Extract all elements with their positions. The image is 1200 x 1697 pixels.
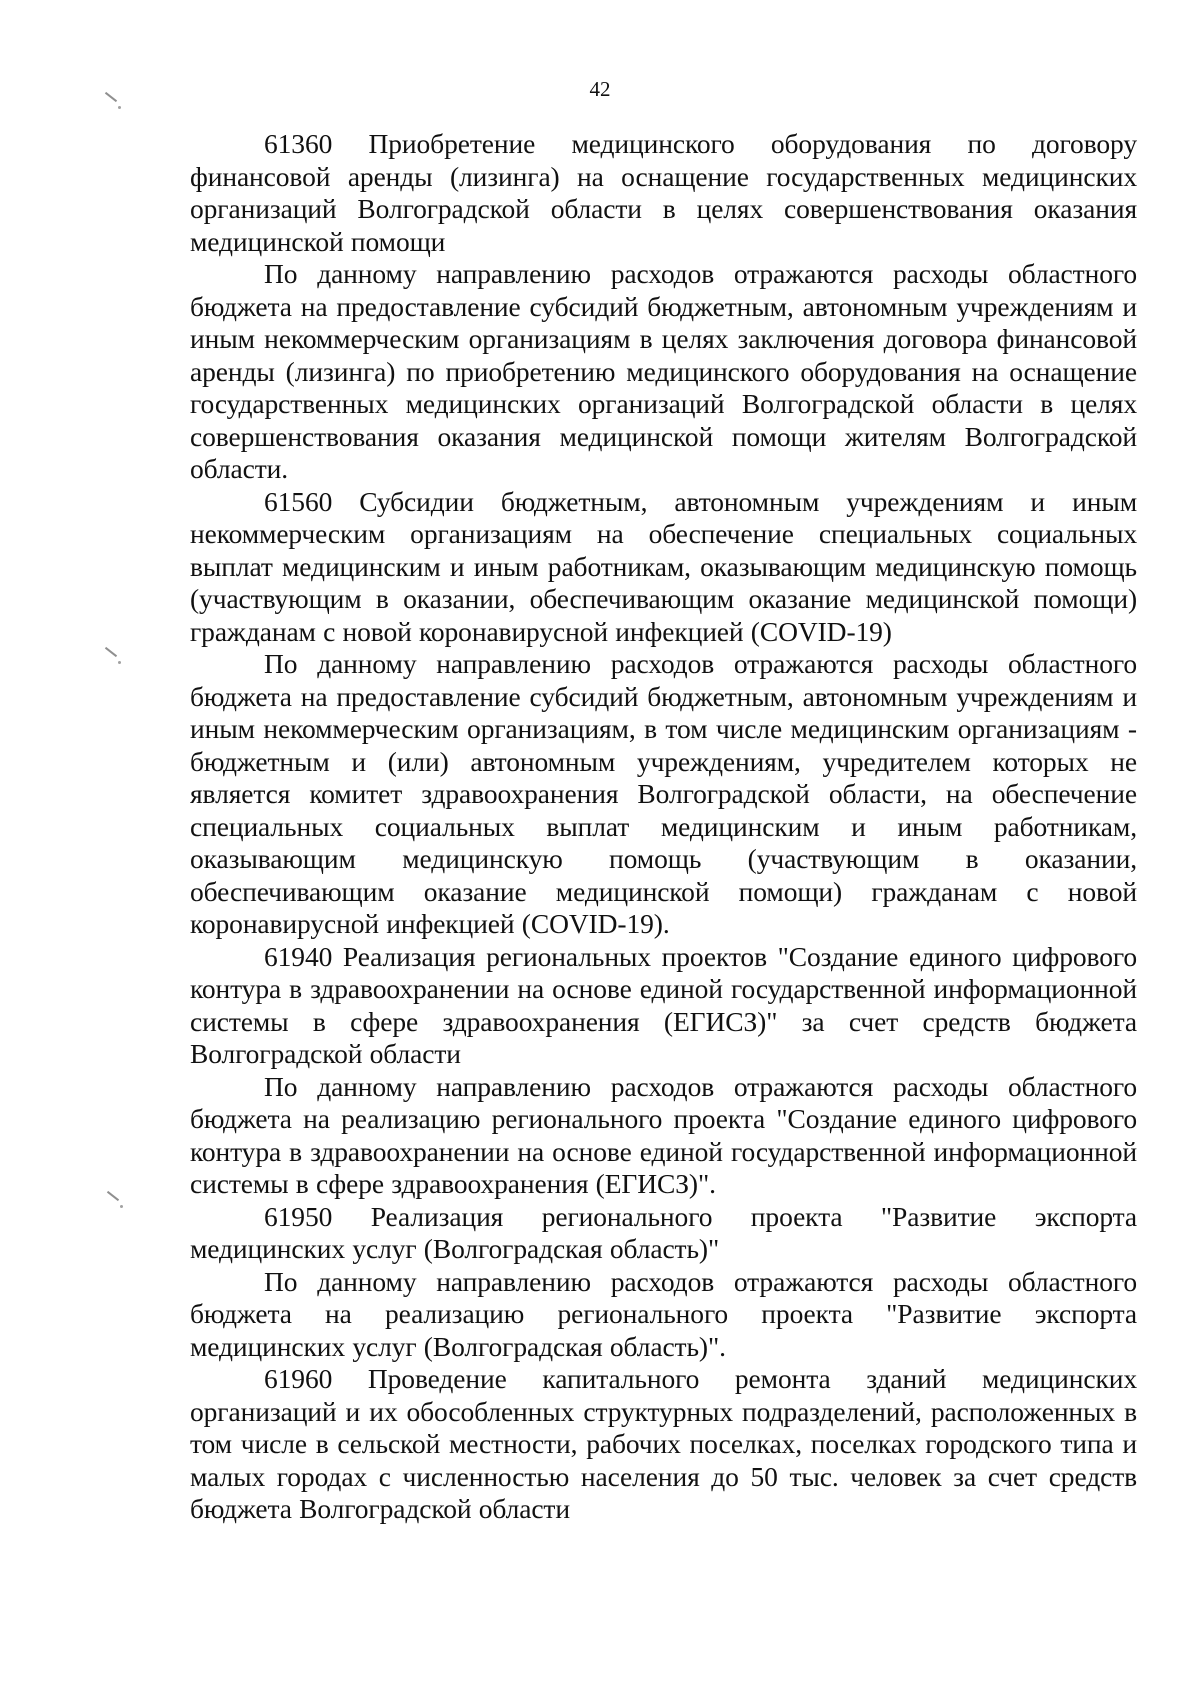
- paragraph-61960-title: 61960 Проведение капитального ремонта зданий медицинских организаций и их обособленных структурных подразделений, расположенных в том числе в сельской местности, рабочих поселках, поселках городского типа и малых городах с численностью населения до 50 тыс. человек за счет средств бюджета Волгоградской области: [190, 1363, 1137, 1524]
- document-body: [190, 128, 1137, 1526]
- paragraph-61360-description: По данному направлению расходов отражаются расходы областного бюджета на предоставление субсидий бюджетным, автономным учреждениям и иным некоммерческим организациям в целях заключения договора финансовой аренды (лизинга) по приобретению медицинского оборудования на оснащение государственных медицинских организаций Волгоградской области в целях совершенствования оказания медицинской помощи жителям Волгоградской области.: [190, 258, 1137, 484]
- paragraph-61950-description: По данному направлению расходов отражаются расходы областного бюджета на реализацию регионального проекта "Развитие экспорта медицинских услуг (Волгоградская область)".: [190, 1265, 1137, 1362]
- scan-artifact-dot: [120, 1205, 123, 1208]
- paragraph-61560-title: 61560 Субсидии бюджетным, автономным учреждениям и иным некоммерческим организациям на обеспечение специальных социальных выплат медицинским и иным работникам, оказывающим медицинскую помощь (участвующим в оказании, обеспечивающим оказание медицинской помощи) гражданам с новой коронавирусной инфекцией (COVID-19): [190, 485, 1137, 647]
- paragraph-61940-description: По данному направлению расходов отражаются расходы областного бюджета на реализацию регионального проекта "Создание единого цифрового контура в здравоохранении на основе единой государственной информационной системы в сфере здравоохранения (ЕГИСЗ)".: [190, 1070, 1137, 1199]
- paragraph-61360-title: 61360 Приобретение медицинского оборудования по договору финансовой аренды (лизинга) на оснащение государственных медицинских организаций Волгоградской области в целях совершенствования оказания медицинской помощи: [190, 128, 1137, 257]
- scan-artifact-mark: [105, 647, 117, 657]
- paragraph-61940-title: 61940 Реализация региональных проектов "Создание единого цифрового контура в здравоохранении на основе единой государственной информационной системы в сфере здравоохранения (ЕГИСЗ)" за счет средств бюджета Волгоградской области: [190, 940, 1137, 1069]
- scan-artifact-mark: [107, 1191, 119, 1201]
- paragraph-61950-title: 61950 Реализация регионального проекта "Развитие экспорта медицинских услуг (Волгоградская область)": [190, 1200, 1137, 1264]
- page-number: 42: [589, 77, 611, 101]
- scan-artifact-dot: [118, 106, 121, 109]
- scan-artifact-dot: [118, 661, 121, 664]
- paragraph-61560-description: По данному направлению расходов отражаются расходы областного бюджета на предоставление субсидий бюджетным, автономным учреждениям и иным некоммерческим организациям, в том числе медицинским организациям - бюджетным и (или) автономным учреждениям, учредителем которых не является комитет здравоохранения Волгоградской области, на обеспечение специальных социальных выплат медицинским и иным работникам, оказывающим медицинскую помощь (участвующим в оказании, обеспечивающим оказание медицинской помощи) гражданам с новой коронавирусной инфекцией (COVID-19).: [190, 648, 1137, 939]
